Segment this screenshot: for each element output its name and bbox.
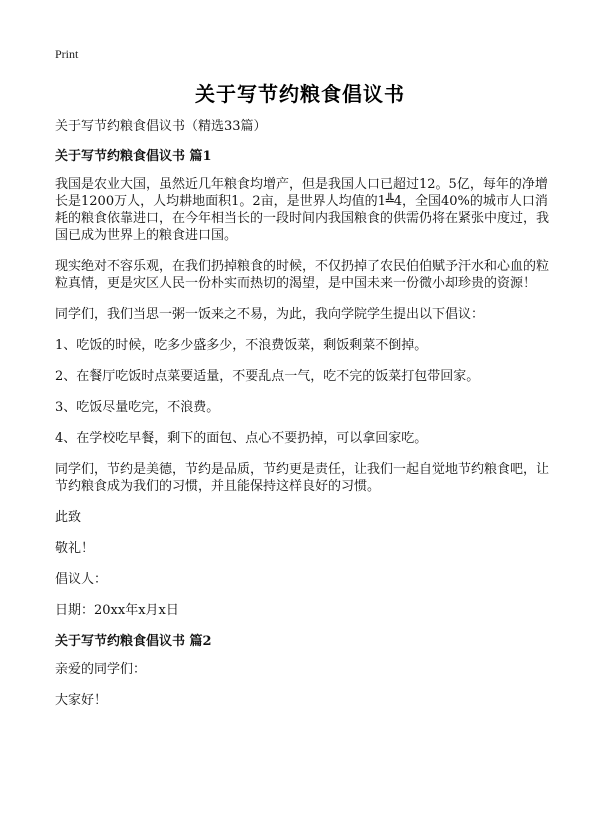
list-item: 2、在餐厅吃饭时点菜要适量，不要乱点一气，吃不完的饭菜打包带回家。 — [55, 369, 480, 384]
section-heading-2: 关于写节约粮食倡议书 篇2 — [55, 634, 212, 649]
date-line: 日期：20xx年x月x日 — [55, 603, 179, 618]
document-subtitle: 关于写节约粮食倡议书（精选33篇） — [55, 119, 267, 134]
paragraph: 亲爱的同学们： — [55, 662, 147, 677]
paragraph: 现实绝对不容乐观，在我们扔掉粮食的时候，不仅扔掉了农民伯伯赋予汗水和心血的粒粒真情，更是灾区人民一份朴实而热切的渴望，是中国未来一份微小却珍贵的资源！ — [55, 259, 550, 291]
paragraph: 我国是农业大国，虽然近几年粮食均增产，但是我国人口已超过12。5亿，每年的净增长是1200万人，人均耕地面积1。2亩，是世界人均值的1╩4，全国40%的城市人口消耗的粮食依靠进口，在今年相当长的一段时间内我国粮食的供需仍将在紧张中度过，我国已成为世界上的粮食进口国。 — [55, 177, 550, 243]
document-body — [55, 118, 550, 723]
signature-line: 倡议人： — [55, 572, 108, 587]
section-heading-1: 关于写节约粮食倡议书 篇1 — [55, 149, 212, 164]
paragraph: 同学们，我们当思一粥一饭来之不易，为此，我向学院学生提出以下倡议： — [55, 307, 485, 322]
closing-line: 此致 — [55, 510, 82, 525]
list-item: 1、吃饭的时候，吃多少盛多少，不浪费饭菜，剩饭剩菜不倒掉。 — [55, 338, 428, 353]
page-title: 关于写节约粮食倡议书 — [195, 82, 405, 106]
print-label: Print — [55, 47, 79, 61]
closing-line: 敬礼！ — [55, 541, 95, 556]
list-item: 3、吃饭尽量吃完，不浪费。 — [55, 400, 220, 415]
list-item: 4、在学校吃早餐，剩下的面包、点心不要扔掉，可以拿回家吃。 — [55, 431, 428, 446]
paragraph: 同学们，节约是美德，节约是品质，节约更是责任，让我们一起自觉地节约粮食吧，让节约粮食成为我们的习惯，并且能保持这样良好的习惯。 — [55, 462, 550, 494]
paragraph: 大家好！ — [55, 693, 108, 708]
